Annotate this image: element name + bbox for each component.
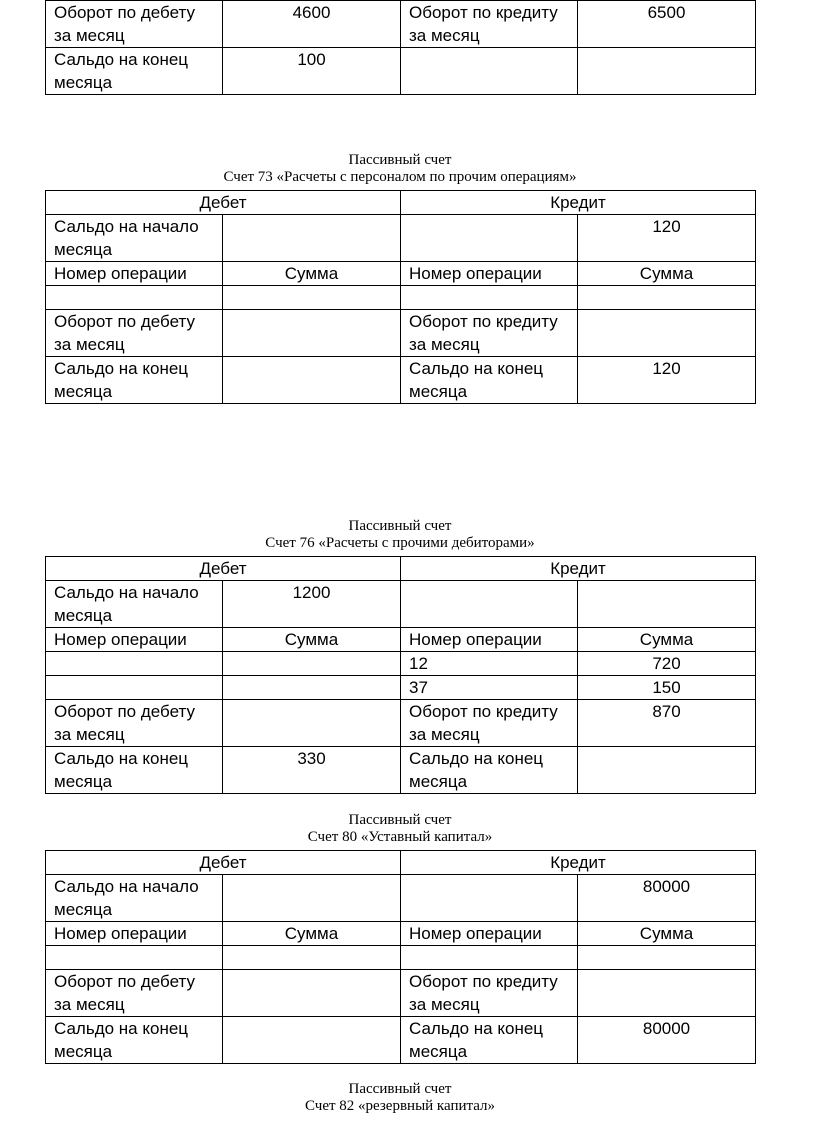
amount-header: Сумма [578, 628, 756, 652]
credit-turnover-label: Оборот по кредиту за месяц [401, 970, 578, 1017]
credit-turnover-value: 6500 [578, 1, 756, 48]
empty-cell [578, 581, 756, 628]
empty-cell [401, 48, 578, 95]
empty-cell [401, 215, 578, 262]
account-title: Счет 82 «резервный капитал» [304, 1098, 496, 1114]
empty-cell [223, 310, 401, 357]
empty-cell [401, 581, 578, 628]
operation-number-header: Номер операции [46, 922, 223, 946]
account-title: Счет 80 «Уставный капитал» [307, 829, 493, 845]
opening-debit-value: 1200 [223, 581, 401, 628]
table-row [46, 286, 756, 310]
table-row [46, 922, 756, 946]
empty-cell [223, 215, 401, 262]
closing-balance-label: Сальдо на конец месяца [46, 1017, 223, 1064]
table-row [46, 357, 756, 404]
operation-number-header: Номер операции [401, 262, 578, 286]
account-type: Пассивный счет [348, 812, 452, 828]
amount-header: Сумма [223, 628, 401, 652]
table-row [46, 700, 756, 747]
operation-number: 37 [401, 676, 578, 700]
empty-cell [223, 875, 401, 922]
closing-balance-label: Сальдо на конец месяца [46, 357, 223, 404]
ledger-table-80 [45, 850, 756, 1064]
empty-cell [578, 747, 756, 794]
table-header-row [46, 557, 756, 581]
table-row [46, 676, 756, 700]
empty-cell [223, 652, 401, 676]
debit-header: Дебет [46, 851, 401, 875]
closing-balance-label: Сальдо на конец месяца [46, 48, 223, 95]
opening-credit-value: 120 [578, 215, 756, 262]
account-76-caption [45, 518, 755, 552]
debit-turnover-label: Оборот по дебету за месяц [46, 310, 223, 357]
account-type: Пассивный счет [348, 152, 452, 168]
empty-cell [401, 946, 578, 970]
opening-balance-label: Сальдо на начало месяца [46, 875, 223, 922]
empty-cell [223, 357, 401, 404]
account-80-caption [45, 812, 755, 846]
account-type: Пассивный счет [348, 1081, 452, 1097]
empty-cell [223, 946, 401, 970]
table-row [46, 1, 756, 48]
credit-turnover-label: Оборот по кредиту за месяц [401, 1, 578, 48]
empty-cell [578, 286, 756, 310]
operation-number-header: Номер операции [401, 922, 578, 946]
empty-cell [401, 875, 578, 922]
debit-header: Дебет [46, 191, 401, 215]
opening-credit-value: 80000 [578, 875, 756, 922]
debit-turnover-label: Оборот по дебету за месяц [46, 970, 223, 1017]
closing-credit-value: 120 [578, 357, 756, 404]
account-73-caption [45, 152, 755, 186]
account-title: Счет 73 «Расчеты с персоналом по прочим операциям» [223, 169, 577, 185]
closing-balance-label: Сальдо на конец месяца [401, 747, 578, 794]
table-header-row [46, 191, 756, 215]
account-type: Пассивный счет [348, 518, 452, 534]
table-row [46, 628, 756, 652]
debit-turnover-label: Оборот по дебету за месяц [46, 1, 223, 48]
credit-header: Кредит [401, 557, 756, 581]
table-row [46, 875, 756, 922]
closing-debit-value: 100 [223, 48, 401, 95]
closing-credit-value: 80000 [578, 1017, 756, 1064]
account-title: Счет 76 «Расчеты с прочими дебиторами» [265, 535, 535, 551]
credit-header: Кредит [401, 851, 756, 875]
debit-turnover-label: Оборот по дебету за месяц [46, 700, 223, 747]
empty-cell [578, 970, 756, 1017]
table-row [46, 262, 756, 286]
ledger-table-previous [45, 0, 756, 95]
operation-number-header: Номер операции [46, 628, 223, 652]
table-row [46, 48, 756, 95]
credit-turnover-value: 870 [578, 700, 756, 747]
empty-cell [46, 652, 223, 676]
ledger-table-76 [45, 556, 756, 794]
empty-cell [578, 946, 756, 970]
table-row [46, 946, 756, 970]
operation-amount: 150 [578, 676, 756, 700]
empty-cell [223, 286, 401, 310]
closing-balance-label: Сальдо на конец месяца [401, 1017, 578, 1064]
credit-turnover-label: Оборот по кредиту за месяц [401, 310, 578, 357]
ledger-table-73 [45, 190, 756, 404]
debit-turnover-value: 4600 [223, 1, 401, 48]
empty-cell [578, 48, 756, 95]
table-header-row [46, 851, 756, 875]
empty-cell [223, 1017, 401, 1064]
opening-balance-label: Сальдо на начало месяца [46, 215, 223, 262]
opening-balance-label: Сальдо на начало месяца [46, 581, 223, 628]
amount-header: Сумма [578, 262, 756, 286]
closing-balance-label: Сальдо на конец месяца [46, 747, 223, 794]
operation-number: 12 [401, 652, 578, 676]
table-row [46, 747, 756, 794]
operation-amount: 720 [578, 652, 756, 676]
amount-header: Сумма [223, 262, 401, 286]
table-row [46, 581, 756, 628]
empty-cell [46, 286, 223, 310]
amount-header: Сумма [578, 922, 756, 946]
credit-turnover-label: Оборот по кредиту за месяц [401, 700, 578, 747]
empty-cell [223, 700, 401, 747]
credit-header: Кредит [401, 191, 756, 215]
empty-cell [46, 946, 223, 970]
operation-number-header: Номер операции [401, 628, 578, 652]
empty-cell [401, 286, 578, 310]
closing-debit-value: 330 [223, 747, 401, 794]
empty-cell [223, 970, 401, 1017]
account-82-caption [45, 1081, 755, 1115]
empty-cell [223, 676, 401, 700]
closing-balance-label: Сальдо на конец месяца [401, 357, 578, 404]
table-row [46, 310, 756, 357]
table-row [46, 1017, 756, 1064]
empty-cell [578, 310, 756, 357]
table-row [46, 970, 756, 1017]
debit-header: Дебет [46, 557, 401, 581]
operation-number-header: Номер операции [46, 262, 223, 286]
table-row [46, 652, 756, 676]
amount-header: Сумма [223, 922, 401, 946]
empty-cell [46, 676, 223, 700]
table-row [46, 215, 756, 262]
